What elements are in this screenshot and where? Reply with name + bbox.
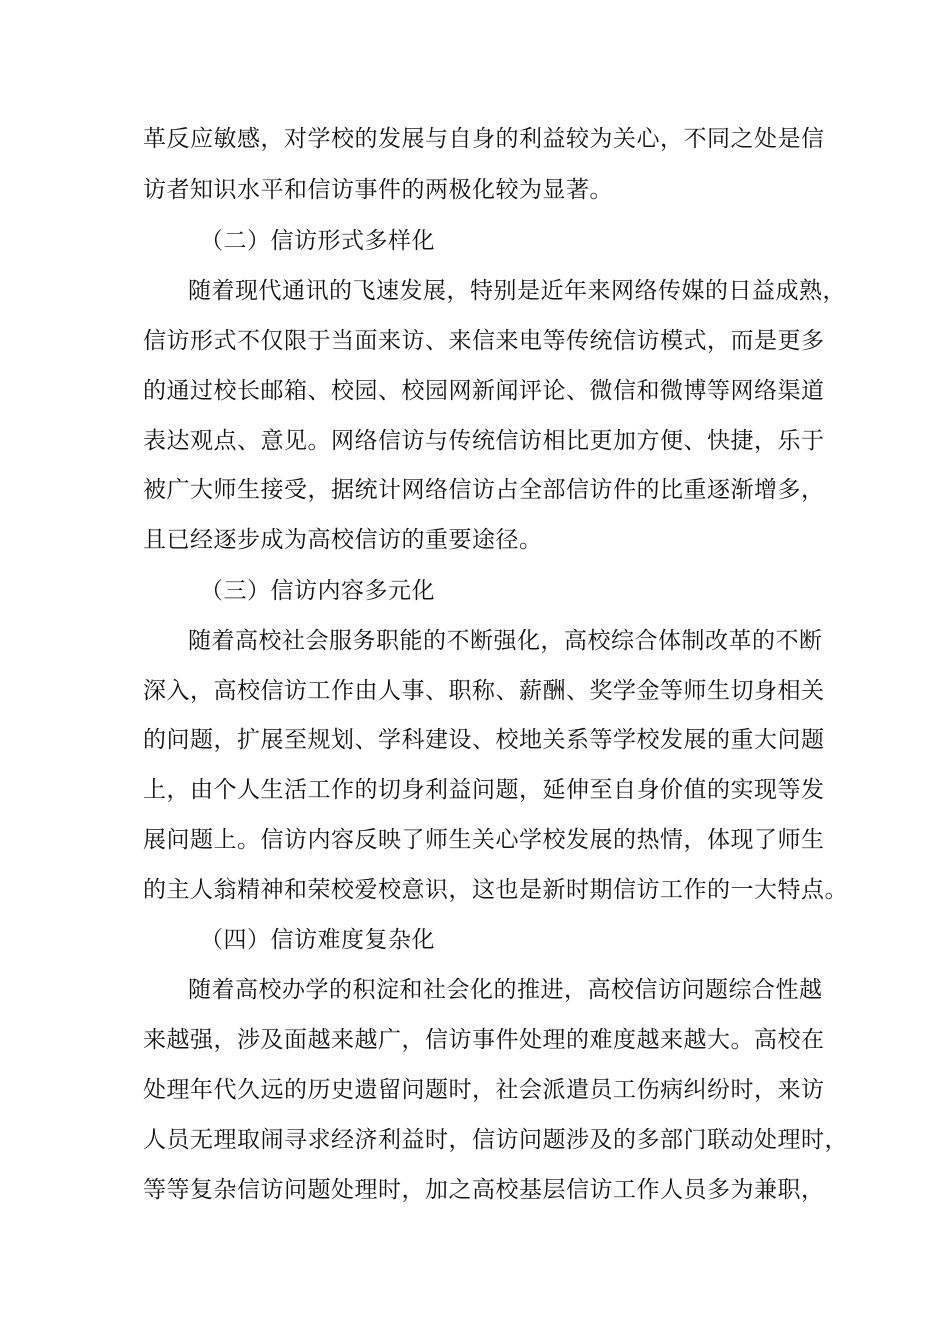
text-line: 且已经逐步成为高校信访的重要途径。 xyxy=(143,527,543,553)
text-line: 人员无理取闹寻求经济利益时，信访问题涉及的多部门联动处理时， xyxy=(143,1127,848,1153)
section-heading: （四）信访难度复杂化 xyxy=(200,927,435,953)
text-line: 访者知识水平和信访事件的两极化较为显著。 xyxy=(143,177,613,203)
paragraph-first-line: 随着现代通讯的飞速发展，特别是近年来网络传媒的日益成熟， xyxy=(188,278,846,304)
text-line: 的主人翁精神和荣校爱校意识，这也是新时期信访工作的一大特点。 xyxy=(143,877,848,903)
text-line: 深入，高校信访工作由人事、职称、薪酬、奖学金等师生切身相关 xyxy=(143,678,825,704)
section-heading: （二）信访形式多样化 xyxy=(200,228,435,254)
text-line: 展问题上。信访内容反映了师生关心学校发展的热情，体现了师生 xyxy=(143,827,825,853)
text-line: 被广大师生接受，据统计网络信访占全部信访件的比重逐渐增多， xyxy=(143,477,825,503)
text-line: 上，由个人生活工作的切身利益问题，延伸至自身价值的实现等发 xyxy=(143,777,825,803)
text-line: 处理年代久远的历史遗留问题时，社会派遣员工伤病纠纷时，来访 xyxy=(143,1077,825,1103)
text-line: 信访形式不仅限于当面来访、来信来电等传统信访模式，而是更多 xyxy=(143,328,825,354)
section-heading: （三）信访内容多元化 xyxy=(200,578,435,604)
text-line: 革反应敏感，对学校的发展与自身的利益较为关心，不同之处是信 xyxy=(143,126,825,152)
text-line: 来越强，涉及面越来越广，信访事件处理的难度越来越大。高校在 xyxy=(143,1027,825,1053)
text-line: 的通过校长邮箱、校园、校园网新闻评论、微信和微博等网络渠道 xyxy=(143,378,825,404)
text-line: 等等复杂信访问题处理时，加之高校基层信访工作人员多为兼职， xyxy=(143,1177,825,1203)
paragraph-first-line: 随着高校社会服务职能的不断强化，高校综合体制改革的不断 xyxy=(188,628,823,654)
text-line: 表达观点、意见。网络信访与传统信访相比更加方便、快捷，乐于 xyxy=(143,428,825,454)
paragraph-first-line: 随着高校办学的积淀和社会化的推进，高校信访问题综合性越 xyxy=(188,977,823,1003)
text-line: 的问题，扩展至规划、学科建设、校地关系等学校发展的重大问题 xyxy=(143,727,825,753)
